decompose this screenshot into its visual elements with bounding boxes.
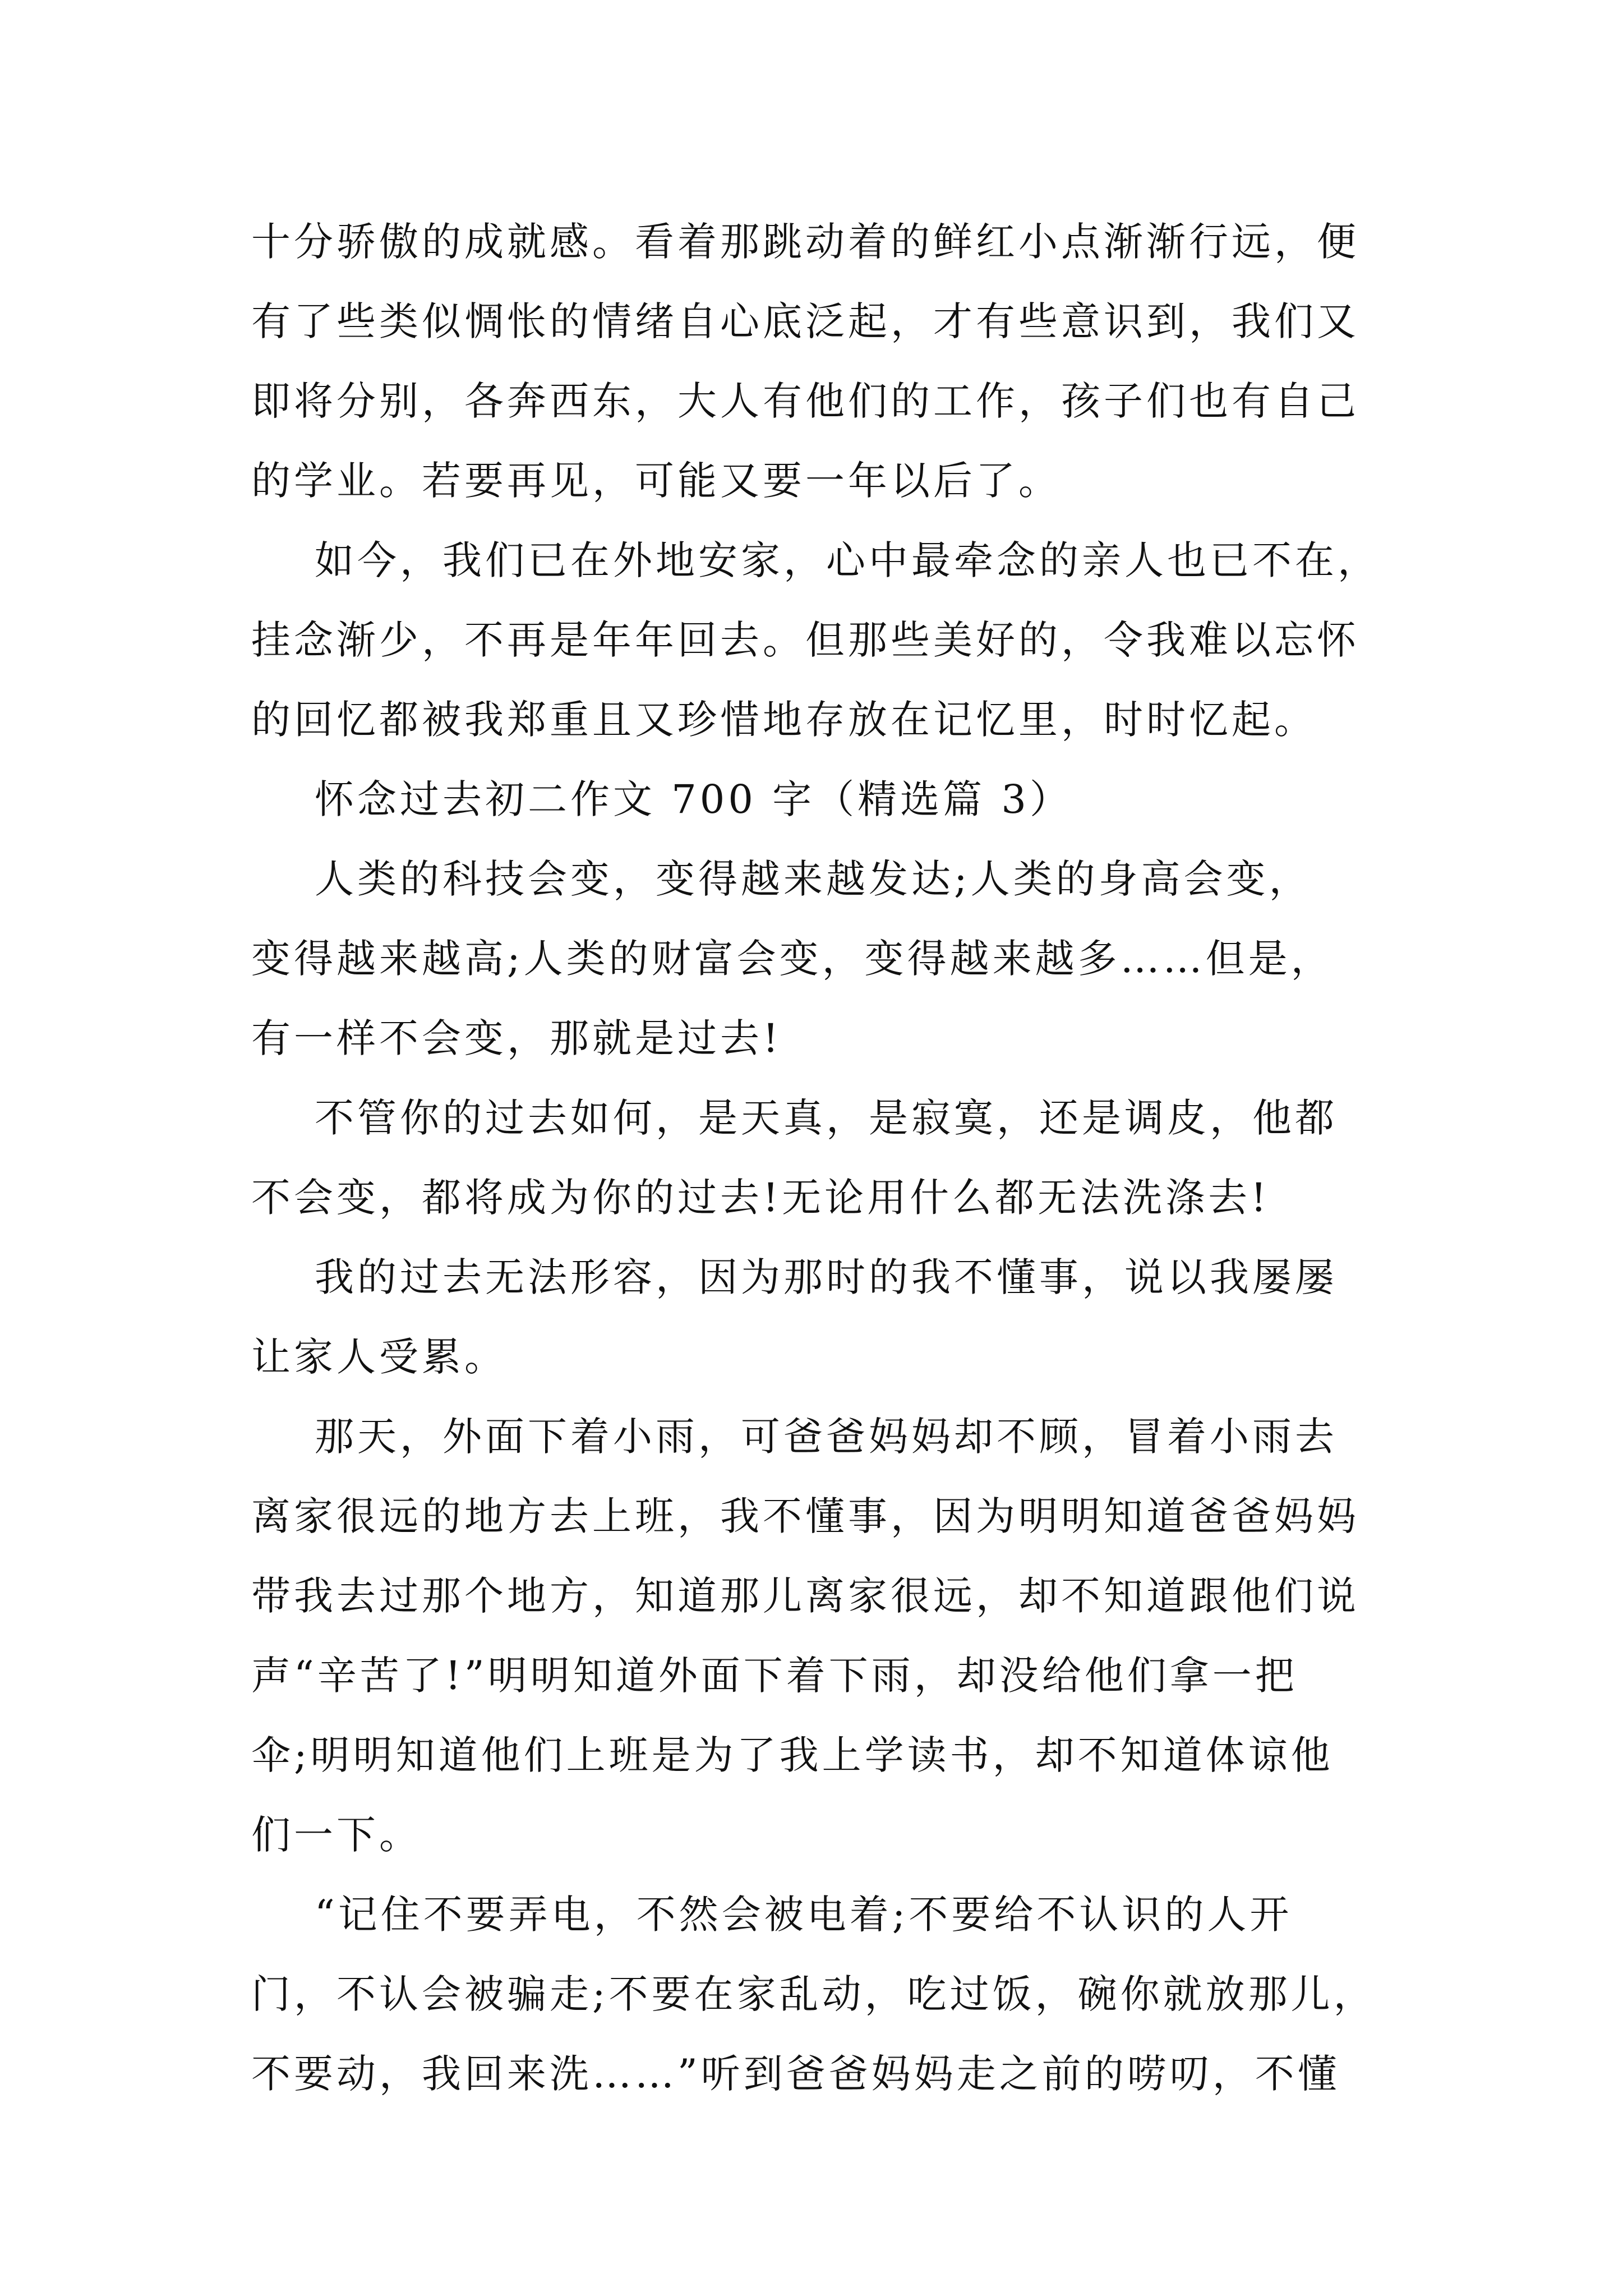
text-line: “记住不要弄电，不然会被电着;不要给不认识的人开 (251, 1892, 1293, 1938)
text-line: 不管你的过去如何，是天真，是寂寞，还是调皮，他都 (251, 1095, 1338, 1141)
text-line: 有一样不会变，那就是过去! (251, 1015, 782, 1061)
text-line: 让家人受累。 (251, 1334, 507, 1380)
text-line: 变得越来越高;人类的财富会变，变得越来越多……但是， (251, 936, 1334, 982)
text-line: 带我去过那个地方，知道那儿离家很远，却不知道跟他们说 (251, 1573, 1359, 1619)
text-line: 不要动，我回来洗……”听到爸爸妈妈走之前的唠叨，不懂 (251, 2051, 1340, 2097)
text-line: 的回忆都被我郑重且又珍惜地存放在记忆里，时时忆起。 (251, 697, 1317, 743)
section-heading: 怀念过去初二作文 700 字（精选篇 3） (251, 776, 1072, 822)
text-line: 如今，我们已在外地安家，心中最牵念的亲人也已不在， (251, 537, 1381, 583)
text-line: 人类的科技会变，变得越来越发达;人类的身高会变， (251, 856, 1312, 902)
text-line: 不会变，都将成为你的过去!无论用什么都无法洗涤去! (251, 1175, 1270, 1221)
text-line: 十分骄傲的成就感。看着那跳动着的鲜红小点渐渐行远，便 (251, 219, 1359, 265)
text-line: 那天，外面下着小雨，可爸爸妈妈却不顾，冒着小雨去 (251, 1414, 1338, 1460)
text-line: 伞;明明知道他们上班是为了我上学读书，却不知道体谅他 (251, 1732, 1334, 1778)
text-line: 的学业。若要再见，可能又要一年以后了。 (251, 458, 1061, 504)
text-line: 有了些类似惆怅的情绪自心底泛起，才有些意识到，我们又 (251, 298, 1359, 344)
text-line: 声“辛苦了!”明明知道外面下着下雨，却没给他们拿一把 (251, 1653, 1298, 1699)
document-body (251, 202, 1384, 2114)
text-line: 离家很远的地方去上班，我不懂事，因为明明知道爸爸妈妈 (251, 1493, 1359, 1539)
text-line: 门，不认会被骗走;不要在家乱动，吃过饭，碗你就放那儿， (251, 1971, 1376, 2017)
text-line: 即将分别，各奔西东，大人有他们的工作，孩子们也有自己 (251, 378, 1359, 424)
text-line: 我的过去无法形容，因为那时的我不懂事，说以我屡屡 (251, 1254, 1338, 1300)
text-line: 们一下。 (251, 1812, 422, 1858)
text-line: 挂念渐少，不再是年年回去。但那些美好的，令我难以忘怀 (251, 617, 1359, 663)
